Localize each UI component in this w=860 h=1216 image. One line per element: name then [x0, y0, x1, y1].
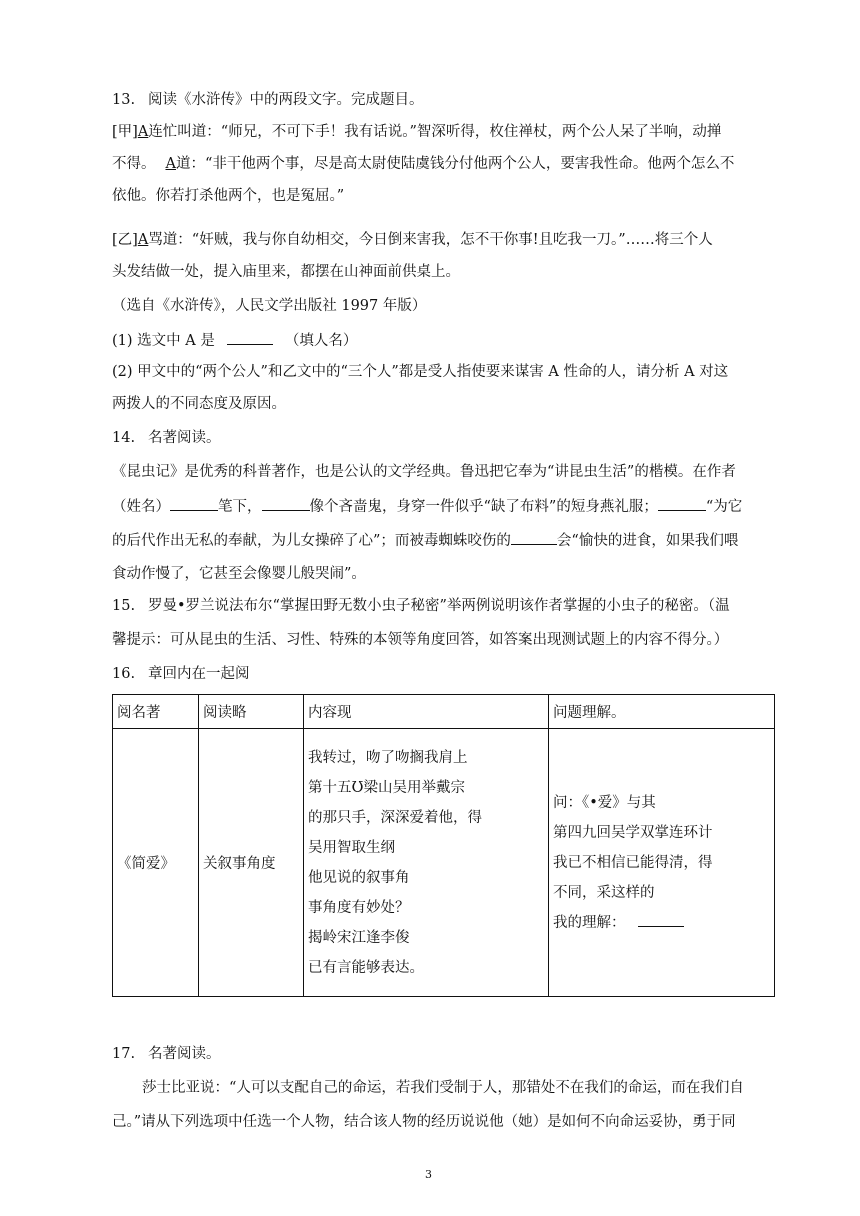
reading-table	[112, 694, 775, 997]
q16-title-line	[112, 664, 250, 684]
yi-label: [乙]	[112, 232, 138, 248]
content-line: 第十五Ʊ梁山吴用举戴宗	[308, 779, 466, 796]
q14-number: 14.	[112, 430, 136, 446]
q14-text: 会“愉快的进食，如果我们喂	[556, 533, 739, 549]
q14-text: 像个吝啬鬼，身穿一件似乎“缺了布料”的短身燕礼服；	[309, 499, 658, 515]
q16-number: 16.	[112, 666, 136, 682]
q15-line-1	[112, 596, 730, 616]
q13-source: （选自《水浒传》，人民文学出版社 1997 年版）	[112, 298, 427, 314]
q14-title: 名著阅读。	[148, 430, 221, 446]
content-line: 他见说的叙事角	[308, 869, 410, 886]
question-line: 第四九回吴学双掌连环计	[553, 824, 713, 841]
q15-text: 罗曼•罗兰说法布尔“掌握田野无数小虫子秘密”举两例说明该作者掌握的小虫子的秘密。（温	[148, 598, 730, 614]
content-line: 揭岭宋江逢李俊	[308, 929, 410, 946]
q13-jia-line-1	[112, 122, 721, 142]
q17-title: 名著阅读。	[148, 1046, 221, 1062]
a-placeholder: A	[137, 232, 149, 248]
q14-line-2	[112, 496, 742, 517]
q14-title-line	[112, 428, 221, 448]
q13-yi-line-1	[112, 230, 713, 250]
content-line: 我转过，吻了吻搁我肩上	[308, 749, 468, 766]
jia-label: [甲]	[112, 124, 138, 140]
q14-line-1: 《昆虫记》是优秀的科普著作，也是公认的文学经典。鲁迅把它奉为“讲昆虫生活”的楷模。在作者	[112, 464, 736, 480]
a-placeholder: A	[165, 156, 176, 172]
q15-number: 15.	[112, 598, 136, 614]
q13-intro-line	[112, 90, 424, 110]
content-line: 已有言能够表达。	[308, 959, 424, 976]
question-line: 不同，采这样的	[553, 884, 655, 901]
content-cell	[304, 729, 549, 997]
answer-blank[interactable]	[658, 496, 706, 511]
yi-text: 骂道：“奸贼，我与你自幼相交，今日倒来害我，怎不干你事!且吃我一刀。”……将三个人	[148, 232, 713, 248]
q17-line-2: 己。”请从下列选项中任选一个人物，结合该人物的经历说说他（她）是如何不向命运妥协，勇于同	[112, 1114, 736, 1130]
q13-jia-line-3: 依他。你若打杀他两个，也是冤屈。”	[112, 188, 345, 204]
q14-text: “为它	[705, 499, 743, 515]
q13-number: 13.	[112, 92, 136, 108]
content-line: 事角度有妙处？	[308, 899, 410, 916]
answer-blank[interactable]	[170, 496, 218, 511]
a-placeholder: A	[137, 124, 149, 140]
answer-blank[interactable]	[227, 330, 273, 345]
jia-text: 不得。	[112, 156, 156, 172]
header-cell: 阅名著	[113, 695, 199, 729]
answer-blank[interactable]	[262, 496, 310, 511]
q13-yi-line-2: 头发结做一处，提入庙里来，都摆在山神面前供桌上。	[112, 264, 460, 280]
question-line: 我已不相信已能得清，得	[553, 854, 713, 871]
sub1-hint: （填人名）	[284, 333, 358, 349]
header-cell: 内容现	[304, 695, 549, 729]
answer-blank[interactable]	[511, 530, 557, 545]
q17-title-line	[112, 1044, 221, 1064]
header-cell: 阅读略	[199, 695, 304, 729]
jia-text: 道：“非干他两个事，尽是高太尉使陆虞钱分付他两个公人，要害我性命。他两个怎么不	[175, 156, 735, 172]
table-row	[113, 729, 775, 997]
jia-text: 连忙叫道：“师兄，不可下手！我有话说。”智深听得，枚住禅杖，两个公人呆了半响，动掸	[148, 124, 722, 140]
header-cell: 问题理解。	[549, 695, 775, 729]
page-number: 3	[425, 1168, 432, 1181]
content-line: 吴用智取生纲	[308, 839, 395, 856]
q13-sub2-line-2: 两拨人的不同态度及原因。	[112, 396, 286, 412]
my-understanding-line	[553, 908, 770, 938]
strategy-cell: 关叙事角度	[199, 729, 304, 997]
q14-text: （姓名）	[112, 499, 170, 515]
q14-line-4: 食动作慢了，它甚至会像婴儿般哭闹”。	[112, 566, 366, 582]
q13-jia-line-2	[112, 154, 734, 174]
q15-line-2: 馨提示：可从昆虫的生活、习性、特殊的本领等角度回答，如答案出现测试题上的内容不得分。）	[112, 632, 729, 648]
q16-title: 章回内在一起阅	[148, 666, 250, 682]
q14-text: 的后代作出无私的奉献，为儿女操碎了心”；而被毒蜘蛛咬伤的	[112, 533, 511, 549]
table-header-row	[113, 695, 775, 729]
q17-line-1: 莎士比亚说：“人可以支配自己的命运，若我们受制于人，那错处不在我们的命运，而在我们自	[142, 1080, 744, 1096]
sub1-text: (1) 选文中 A 是	[112, 333, 215, 349]
content-line: 的那只手，深深爱着他，得	[308, 809, 482, 826]
q14-text: 笔下，	[218, 499, 262, 515]
question-line: 问：《•爱》与其	[553, 794, 656, 811]
q13-sub1	[112, 330, 357, 351]
q14-line-3	[112, 530, 738, 551]
answer-blank[interactable]	[638, 912, 684, 927]
q17-number: 17.	[112, 1046, 136, 1062]
book-cell: 《简爱》	[113, 729, 199, 997]
q13-sub2-line-1: (2) 甲文中的“两个公人”和乙文中的“三个人”都是受人指使要来谋害 A 性命的人，请分析 A 对这	[112, 364, 729, 380]
my-understanding-label: 我的理解：	[553, 914, 626, 931]
q13-intro: 阅读《水浒传》中的两段文字。完成题目。	[148, 92, 424, 108]
question-cell	[549, 729, 775, 997]
